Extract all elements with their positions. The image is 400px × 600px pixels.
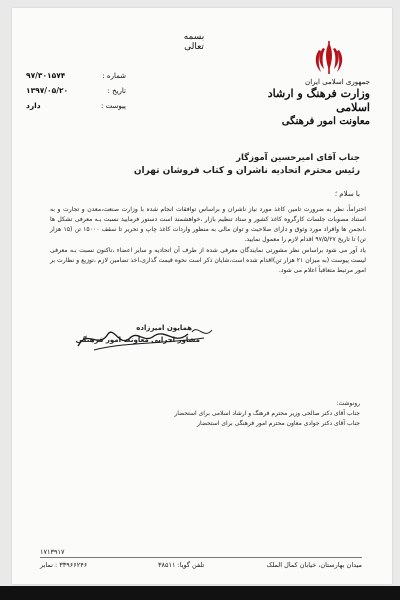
org-line-deputy: معاونت امور فرهنگی bbox=[281, 116, 370, 127]
cc-label: رونوشت: bbox=[336, 400, 360, 407]
number-value: ۹۷/۳۰۱۵۷۴ bbox=[26, 71, 66, 80]
addressee-title: رئیس محترم اتحادیه ناشران و کتاب فروشان تهران bbox=[133, 166, 360, 176]
attachment-label: پیوست : bbox=[101, 101, 126, 110]
org-line-ministry: وزارت فرهنگ و ارشاد اسلامی bbox=[267, 87, 370, 114]
footer-divider bbox=[40, 557, 362, 558]
iran-emblem-icon bbox=[312, 40, 346, 76]
letter-footer bbox=[40, 561, 362, 573]
footer-address: میدان بهارستان، خیابان کمال الملک bbox=[266, 561, 362, 569]
footer-fax: ۳۳۹۶۶۲۴۶ : نمابر bbox=[40, 561, 88, 569]
organization-heading bbox=[240, 77, 370, 128]
letter-body bbox=[50, 205, 366, 277]
body-paragraph: یاد آور می شود براساس نظر مشورتی نمایندگان معرفی شده از طرف آن اتحادیه و سایر اعضاء ،تاکنون نسبت بـه معرفی لیست پیوست (به میزان ۲۱ هزار تن)اقدام شده است،شایان ذکر است نحوه قیمت گذاری،اخذ تضامین لازم ،توزیع و نظارت بر امور مرتبط متعاقباً اعلام می شود. bbox=[50, 247, 366, 274]
meta-date-row bbox=[26, 83, 126, 98]
letter-meta bbox=[26, 68, 126, 113]
meta-attachment-row bbox=[26, 98, 126, 113]
bottom-edge-band bbox=[0, 586, 400, 600]
date-label: تاریخ : bbox=[107, 86, 126, 95]
greeting: با سلام ؛ bbox=[334, 190, 360, 198]
signatory-title: مشاور اجرایی معاونت امور فرهنگی bbox=[75, 336, 200, 344]
addressee-name: جناب آقای امیرحسین آموزگار bbox=[236, 153, 360, 163]
footer-phone: تلفن گویا: ۳۸۵۱۱ bbox=[158, 561, 205, 569]
attachment-value: دارد bbox=[26, 101, 41, 110]
cc-recipient: جناب آقای دکتر جوادی معاون محترم امور فرهنگی برای استحضار bbox=[197, 420, 360, 427]
signatory-name: همایون امیرزاده bbox=[136, 324, 192, 332]
org-line-country: جمهوری اسلامی ایران bbox=[305, 78, 370, 86]
bismillah-calligraphy: بسمه تعالی bbox=[183, 32, 205, 52]
number-label: شماره : bbox=[102, 71, 126, 80]
reference-code: ۱۷۱۳۹۱۷ bbox=[40, 548, 65, 556]
body-paragraph: احتراماً، نظر به ضرورت تامین کاغذ مورد نیاز ناشران و براساس توافقات انجام شده با وزارت صنعت،معدن و تجارت و به استناد مصوبات جلسات کارگروه کاغذ کشور و ستاد تنظیم بازار ،خواهشمند است دستور فرمایید نسبت بـه معرفی تشکل ها ،انجمن ها وافراد مورد وثوق و دارای صلاحیت و توان مالی به منظور واردات کاغذ چاپ و تحریر تا سقف ۱۵۰۰۰ تن (۱۵ هزار تن) تا تاریخ ۹۷/۵/۲۷ اقدام لازم را معمول نمایید. bbox=[50, 206, 366, 243]
date-value: ۱۳۹۷/۰۵/۲۰ bbox=[26, 86, 69, 95]
cc-recipient: جناب آقای دکتر صالحی وزیر محترم فرهنگ و ارشاد اسلامی برای استحضار bbox=[174, 410, 360, 417]
meta-number-row bbox=[26, 68, 126, 83]
